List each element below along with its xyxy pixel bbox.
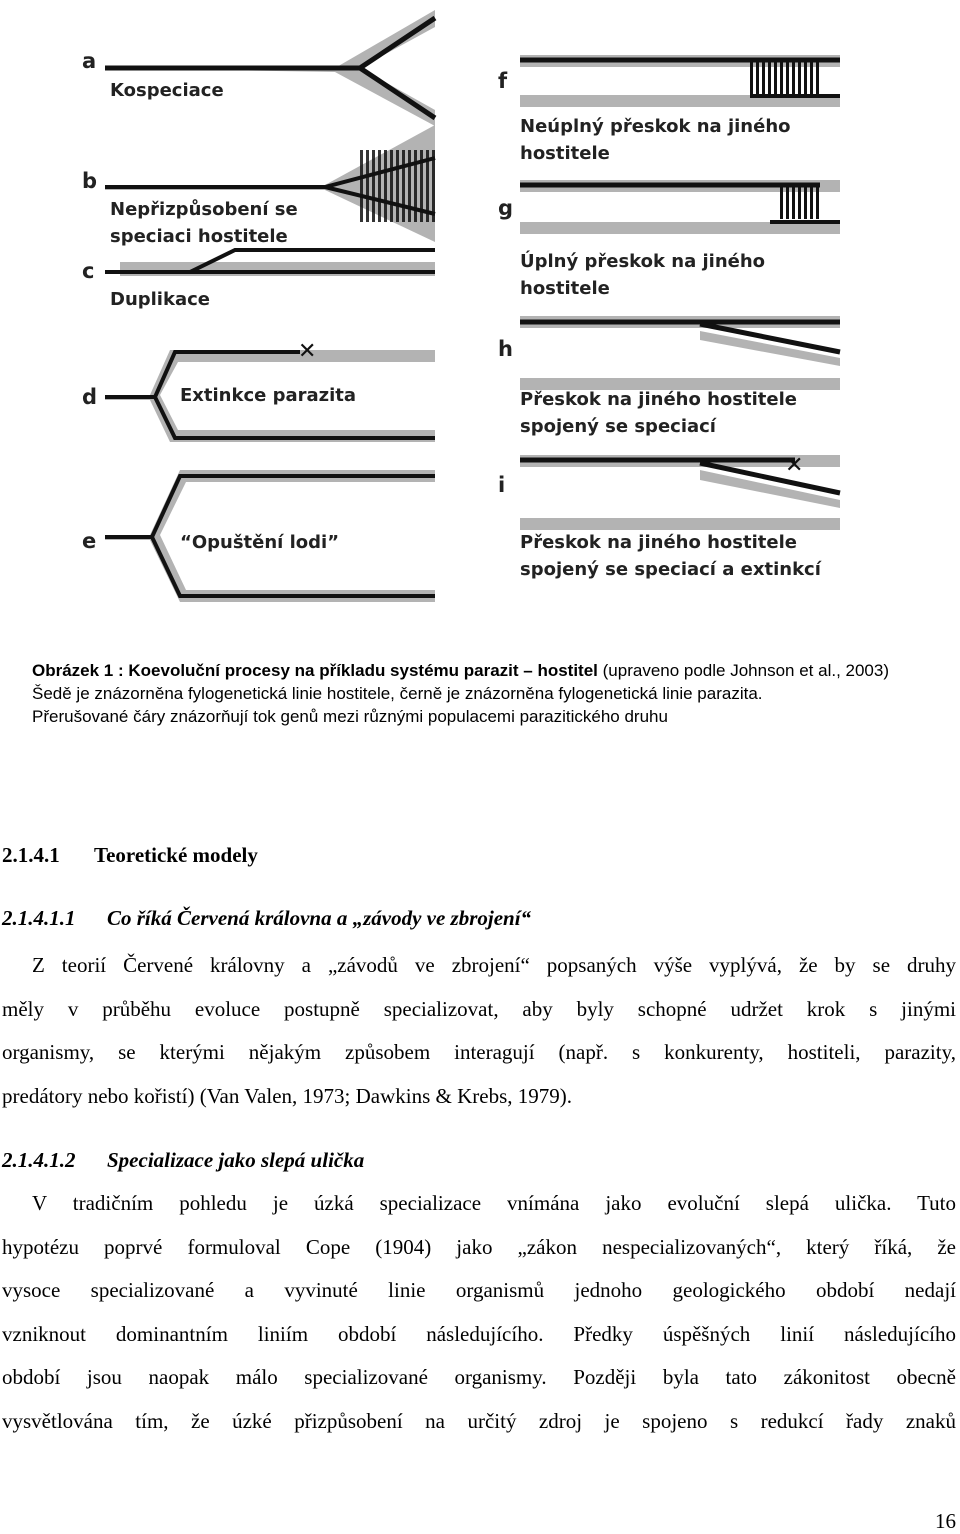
paragraph-line: období jsou naopak málo specializované organismy. Později byla tato zákonitost obecně xyxy=(2,1365,956,1390)
panel-letter: a xyxy=(82,49,97,73)
caption-title: Obrázek 1 : Koevoluční procesy na příkladu systému parazit – hostitel xyxy=(32,661,598,680)
panel-title-line1: Přeskok na jiného hostitele xyxy=(520,532,797,553)
panel-title-line2: hostitele xyxy=(520,143,610,164)
coevolution-figure xyxy=(60,0,860,620)
paragraph-line: vysoce specializované a vyvinuté linie organismů jednoho geologického období nedají xyxy=(2,1278,956,1303)
paragraph-line: predátory nebo kořistí) (Van Valen, 1973; Dawkins & Krebs, 1979). xyxy=(2,1083,573,1108)
panel-title-line2: spojený se speciací a extinkcí xyxy=(520,559,821,580)
panel-title-line2: hostitele xyxy=(520,278,610,299)
panel-b xyxy=(82,125,435,247)
paragraph-line: V tradičním pohledu je úzká specializace vnímána jako evoluční slepá ulička. Tuto xyxy=(32,1191,956,1215)
panel-g xyxy=(498,180,840,299)
subsection-title: Co říká Červená královna a „závody ve zbrojení“ xyxy=(107,906,532,930)
panel-i xyxy=(498,453,840,580)
panel-f xyxy=(498,55,840,164)
panel-e xyxy=(82,470,435,602)
extinction-mark-icon: ✕ xyxy=(785,453,804,478)
panel-c xyxy=(82,250,435,310)
panel-h xyxy=(498,316,840,437)
subsection-number: 2.1.4.1.1 xyxy=(2,906,76,930)
paragraph-2 xyxy=(2,1182,956,1444)
paragraph-line: měly v průběhu evoluce postupně specializovat, aby byly schopné udržet krok s jinými xyxy=(2,996,956,1021)
page-number: 16 xyxy=(935,1509,956,1533)
section-heading xyxy=(2,843,258,868)
panel-letter: c xyxy=(82,259,95,283)
subsection-heading-2 xyxy=(2,1148,364,1173)
caption-line-3: Přerušované čáry znázorňují tok genů mezi různými populacemi parazitického druhu xyxy=(32,707,668,726)
panel-title: “Opuštění lodi” xyxy=(180,532,340,553)
section-title: Teoretické modely xyxy=(94,843,258,867)
panel-letter: d xyxy=(82,385,98,409)
panel-title-line2: speciaci hostitele xyxy=(110,226,288,247)
panel-d xyxy=(82,339,435,442)
figure-caption xyxy=(32,659,932,728)
panel-title-line1: Neúplný přeskok na jiného xyxy=(520,116,791,137)
paragraph-line: vzniknout dominantním liniím období následujícího. Předky úspěšných linií následujícího xyxy=(2,1321,956,1346)
panel-letter: i xyxy=(498,473,506,497)
panel-a xyxy=(82,10,435,126)
panel-letter: h xyxy=(498,337,513,361)
section-number: 2.1.4.1 xyxy=(2,843,60,867)
subsection-title: Specializace jako slepá ulička xyxy=(107,1148,365,1172)
panel-title: Duplikace xyxy=(110,289,210,310)
extinction-mark-icon: ✕ xyxy=(298,339,317,364)
caption-line-2: Šedě je znázorněna fylogenetická linie hostitele, černě je znázorněna fylogenetická linie parazita. xyxy=(32,684,763,703)
panel-title-line2: spojený se speciací xyxy=(520,416,716,437)
panel-letter: f xyxy=(498,69,508,93)
panel-title-line1: Nepřizpůsobení se xyxy=(110,199,298,220)
subsection-number: 2.1.4.1.2 xyxy=(2,1148,76,1172)
coevolution-diagram xyxy=(60,0,860,620)
gene-flow-dashes xyxy=(360,150,435,222)
subsection-heading-1 xyxy=(2,906,531,931)
paragraph-line: hypotézu poprvé formuloval Cope (1904) jako „zákon nespecializovaných“, který říká, že xyxy=(2,1234,956,1259)
gene-flow-dashes xyxy=(780,187,820,219)
parasite-branch xyxy=(105,18,435,118)
paragraph-line: Z teorií Červené královny a „závodů ve zbrojení“ popsaných výše vyplývá, že by se druhy xyxy=(32,953,956,977)
panel-title: Kospeciace xyxy=(110,80,224,101)
paragraph-line: organismy, se kterými nějakým způsobem interagují (např. s konkurenty, hostiteli, parazity, xyxy=(2,1040,956,1065)
panel-title: Extinkce parazita xyxy=(180,385,357,406)
panel-letter: e xyxy=(82,529,97,553)
host-branch xyxy=(520,518,840,530)
panel-title-line1: Přeskok na jiného hostitele xyxy=(520,389,797,410)
panel-title-line1: Úplný přeskok na jiného xyxy=(520,251,766,272)
gene-flow-dashes xyxy=(750,62,820,96)
caption-source: (upraveno podle Johnson et al., 2003) xyxy=(597,661,889,680)
caption-line-1 xyxy=(32,659,932,682)
panel-letter: g xyxy=(498,196,514,220)
paragraph-1 xyxy=(2,944,956,1118)
paragraph-line: vysvětlována tím, že úzké přizpůsobení na určitý zdroj je spojeno s redukcí řady znaků xyxy=(2,1408,956,1433)
panel-letter: b xyxy=(82,169,98,193)
